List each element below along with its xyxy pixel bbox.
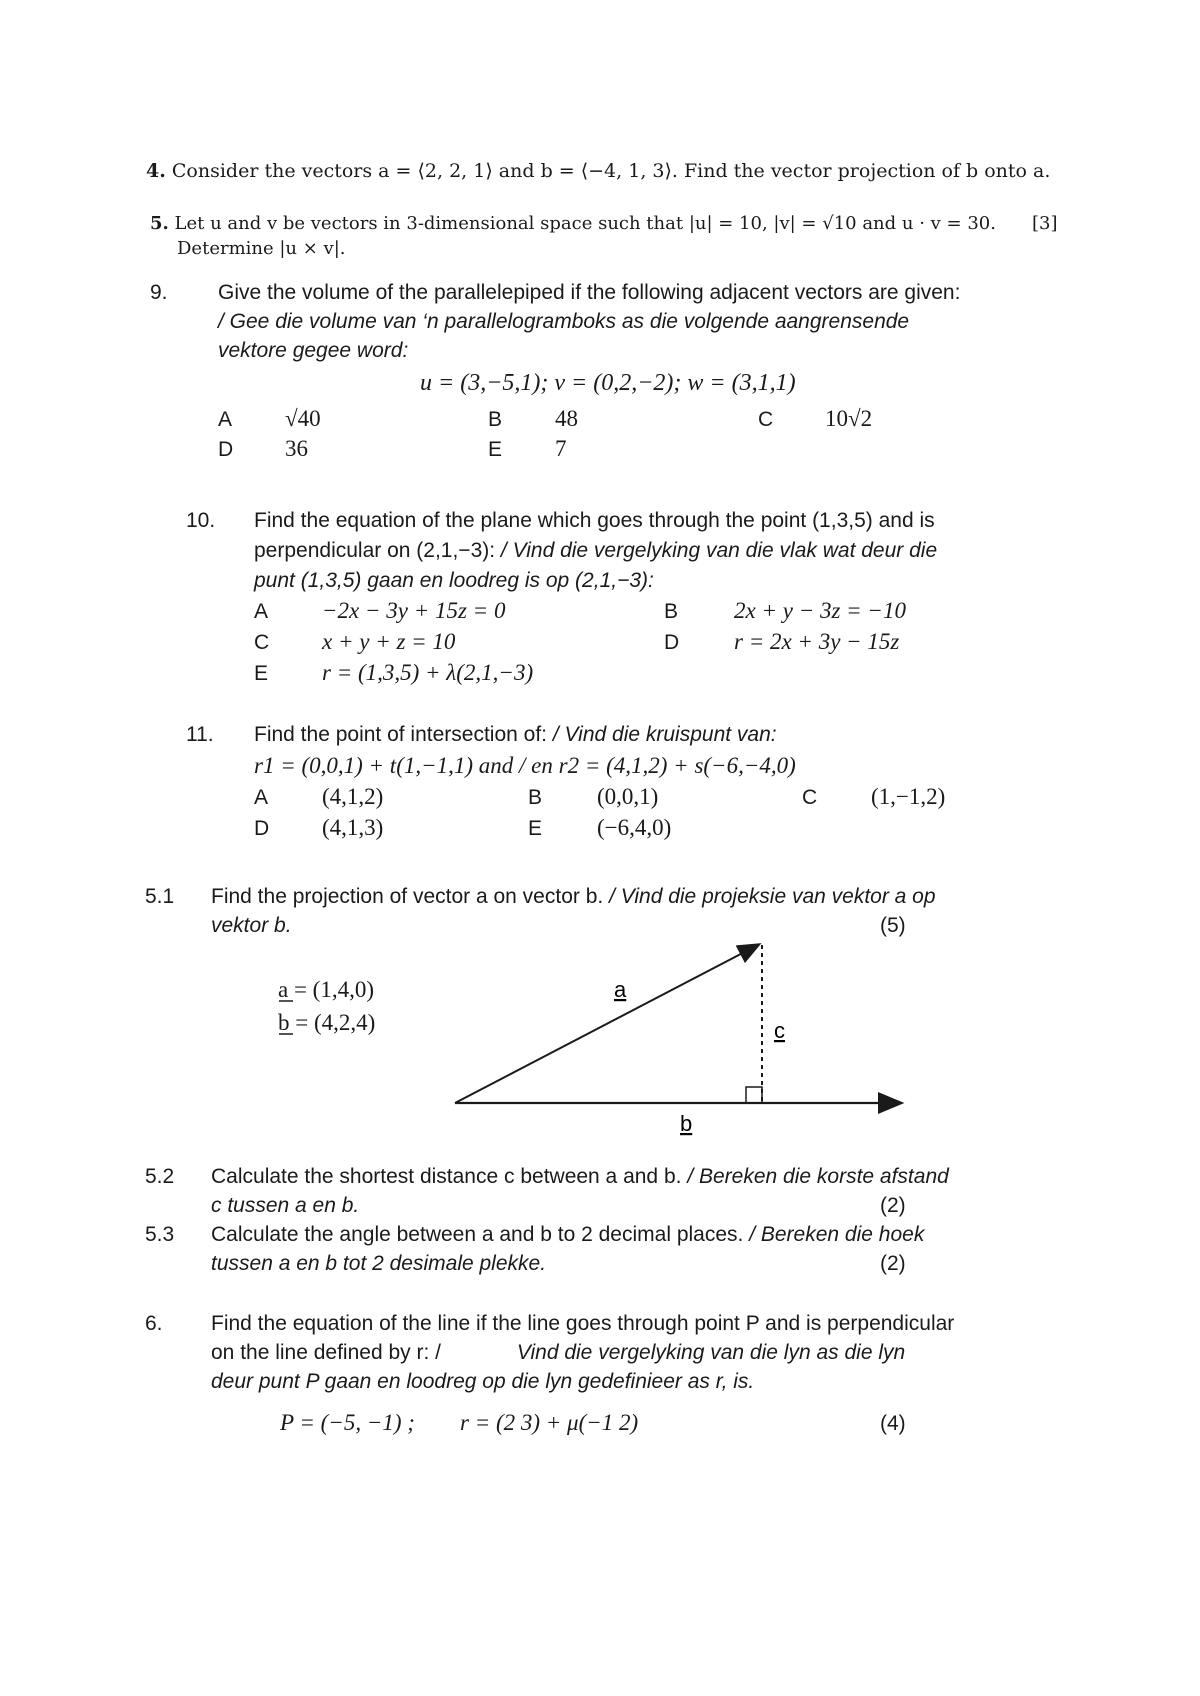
q10-option-c-value: x + y + z = 10 — [322, 629, 456, 654]
q9-number: 9. — [150, 281, 168, 304]
q9-option-d-value: 36 — [285, 436, 308, 461]
q5-2-line1-block — [211, 1165, 949, 1189]
q10-option-d-letter: D — [664, 631, 680, 654]
q10-option-b-letter: B — [664, 600, 679, 623]
q9-option-d-letter: D — [218, 438, 234, 461]
q5-1-line1-af: / Vind die projeksie van vektor a op — [609, 885, 936, 908]
q5-marks: [3] — [1032, 213, 1058, 234]
q6-line1: Find the equation of the line if the line goes through point P and is perpendicular — [211, 1312, 955, 1335]
q10-option-b-value: 2x + y − 3z = −10 — [734, 598, 906, 623]
q6-number: 6. — [145, 1312, 163, 1335]
q5-2-number: 5.2 — [145, 1165, 175, 1188]
q5-3-marks: (2) — [880, 1252, 906, 1275]
q5-3-number: 5.3 — [145, 1223, 175, 1246]
q6-line2-en: on the line defined by r: / — [211, 1341, 441, 1364]
q11-equation: r1 = (0,0,1) + t(1,−1,1) and / en r2 = (4,1,2) + s(−6,−4,0) — [254, 753, 796, 778]
q5-1-number: 5.1 — [145, 885, 175, 908]
q5-number: 5. — [150, 213, 169, 234]
diagram-label-b: b — [680, 1111, 693, 1136]
q5-3-line2: tussen a en b tot 2 desimale plekke. — [211, 1252, 547, 1275]
q11-option-e-letter: E — [528, 817, 543, 840]
q5-1-given-a: a = (1,4,0) — [278, 977, 374, 1002]
q4-number: 4. — [146, 160, 166, 182]
q10-option-a-value: −2x − 3y + 15z = 0 — [322, 598, 506, 623]
q5-1-marks: (5) — [880, 914, 906, 937]
q9-equation: u = (3,−5,1); v = (0,2,−2); w = (3,1,1) — [420, 370, 796, 396]
q5-3-line1-af: / Bereken die hoek — [749, 1223, 925, 1246]
vector-a-arrow — [455, 945, 758, 1103]
q6-line2-af: Vind die vergelyking van die lyn as die lyn — [516, 1341, 906, 1364]
q5-1-given-b: b = (4,2,4) — [278, 1010, 376, 1035]
q9-line2: / Gee die volume van ‘n parallelogramboks as die volgende aangrensende — [218, 310, 910, 333]
q5-2-line1-en: Calculate the shortest distance c between a and b. — [211, 1165, 682, 1188]
q11-line1-af: / Vind die kruispunt van: — [552, 723, 777, 746]
q11-option-a-letter: A — [254, 786, 269, 809]
q5-1-line1-en: Find the projection of vector a on vector b. — [211, 885, 604, 908]
diagram-label-a: a — [614, 977, 627, 1002]
right-angle-marker — [746, 1087, 762, 1103]
q9-option-c-value: 10√2 — [825, 406, 873, 431]
q11-option-b-value: (0,0,1) — [597, 784, 659, 809]
q5-2-line2: c tussen a en b. — [211, 1194, 360, 1217]
q5-2-marks: (2) — [880, 1194, 906, 1217]
q9-line3: vektore gegee word: — [218, 339, 409, 362]
q10-option-e-letter: E — [254, 662, 269, 685]
q9-option-b-letter: B — [488, 408, 503, 431]
q9-option-a-value: √40 — [285, 406, 321, 431]
q9-line1: Give the volume of the parallelepiped if the following adjacent vectors are given: — [218, 281, 961, 304]
q10-line1: Find the equation of the plane which goes through the point (1,3,5) and is — [254, 509, 935, 532]
q5-3-line1-en: Calculate the angle between a and b to 2 decimal places. — [211, 1223, 744, 1246]
q9-option-a-letter: A — [218, 408, 233, 431]
q6-equation-p: P = (−5, −1) ; — [280, 1410, 415, 1435]
q6-line3: deur punt P gaan en loodreg op die lyn gedefinieer as r, is. — [211, 1370, 755, 1393]
q10-option-d-value: r = 2x + 3y − 15z — [734, 629, 900, 654]
q6-equation-r: r = (2 3) + μ(−1 2) — [460, 1410, 639, 1435]
q11-option-c-letter: C — [802, 786, 818, 809]
q11-option-b-letter: B — [528, 786, 543, 809]
q5-line1: Let u and v be vectors in 3-dimensional space such that |u| = 10, |v| = √10 and u · v = 30. — [174, 213, 996, 234]
q5-1-line2: vektor b. — [211, 914, 292, 937]
q10-line2-af: / Vind die vergelyking van die vlak wat deur die — [500, 539, 938, 562]
q10-line3: punt (1,3,5) gaan en loodreg is op (2,1,−3): — [254, 569, 654, 592]
q10-number: 10. — [186, 509, 216, 532]
q11-number: 11. — [186, 723, 214, 746]
q10-option-e-value: r = (1,3,5) + λ(2,1,−3) — [322, 660, 534, 685]
q9-option-e-letter: E — [488, 438, 503, 461]
q6-line2-block — [211, 1341, 905, 1365]
q6-marks: (4) — [880, 1412, 906, 1435]
q9-option-c-letter: C — [758, 408, 774, 431]
q11-option-d-letter: D — [254, 817, 270, 840]
q10-line2-en: perpendicular on (2,1,−3): — [254, 539, 496, 562]
q11-line1-en: Find the point of intersection of: — [254, 723, 548, 746]
q9-option-b-value: 48 — [555, 406, 578, 431]
q5-line2: Determine |u × v|. — [177, 238, 346, 259]
q5-2-line1-af: / Bereken die korste afstand — [687, 1165, 949, 1188]
q10-option-a-letter: A — [254, 600, 269, 623]
q11-option-c-value: (1,−1,2) — [871, 784, 946, 809]
diagram-label-c: c — [774, 1018, 785, 1043]
q11-option-a-value: (4,1,2) — [322, 784, 384, 809]
q5-3-line1-block — [211, 1223, 924, 1247]
q9-option-e-value: 7 — [555, 436, 567, 461]
q11-option-e-value: (−6,4,0) — [597, 815, 672, 840]
q11-option-d-value: (4,1,3) — [322, 815, 384, 840]
q4-text: Consider the vectors a = ⟨2, 2, 1⟩ and b = ⟨−4, 1, 3⟩. Find the vector projection of b onto a. — [171, 160, 1051, 182]
q10-option-c-letter: C — [254, 631, 270, 654]
